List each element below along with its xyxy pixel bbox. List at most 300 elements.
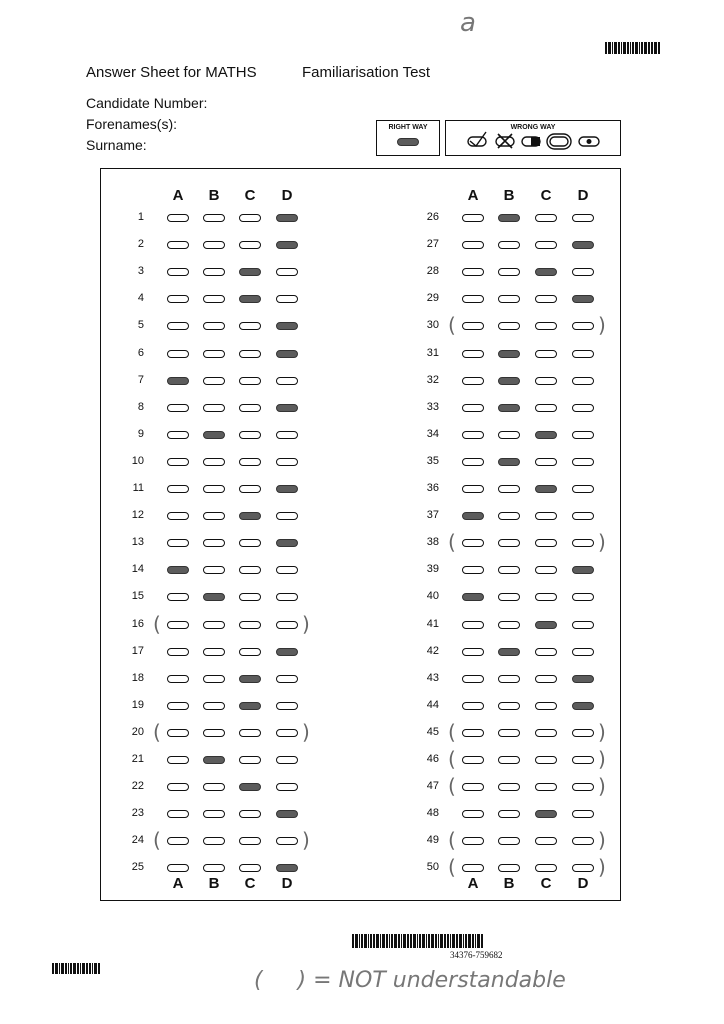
pencil-paren-close: )	[598, 855, 606, 880]
answer-bubble-b[interactable]	[203, 322, 225, 330]
answer-bubble-c[interactable]	[535, 593, 557, 601]
answer-bubble-d[interactable]	[572, 539, 594, 547]
answer-bubble-a[interactable]	[167, 702, 189, 710]
answer-bubble-b[interactable]	[203, 295, 225, 303]
answer-bubble-a[interactable]	[167, 837, 189, 845]
answer-bubble-c[interactable]	[535, 810, 557, 818]
bottom-barcode	[352, 934, 483, 948]
answer-bubble-a[interactable]	[462, 810, 484, 818]
question-number: 30	[426, 319, 439, 332]
pencil-paren-close: )	[302, 719, 310, 744]
pencil-paren-open: (	[448, 719, 456, 744]
answer-bubble-d[interactable]	[276, 810, 298, 818]
answer-bubble-a[interactable]	[167, 593, 189, 601]
answer-bubble-b[interactable]	[498, 648, 520, 656]
answer-bubble-a[interactable]	[462, 566, 484, 574]
answer-bubble-a[interactable]	[167, 485, 189, 493]
answer-bubble-d[interactable]	[572, 675, 594, 683]
answer-bubble-a[interactable]	[167, 729, 189, 737]
column-header-c: C	[540, 187, 552, 204]
answer-bubble-d[interactable]	[572, 566, 594, 574]
answer-bubble-b[interactable]	[498, 864, 520, 872]
answer-bubble-a[interactable]	[167, 810, 189, 818]
answer-bubble-c[interactable]	[535, 621, 557, 629]
answer-bubble-b[interactable]	[498, 241, 520, 249]
answer-bubble-b[interactable]	[498, 458, 520, 466]
answer-bubble-a[interactable]	[462, 295, 484, 303]
candidate-number-label: Candidate Number:	[86, 95, 208, 111]
answer-bubble-b[interactable]	[498, 350, 520, 358]
answer-bubble-d[interactable]	[276, 539, 298, 547]
pencil-paren-open: (	[448, 855, 456, 880]
answer-grid	[100, 168, 621, 901]
answer-bubble-a[interactable]	[167, 377, 189, 385]
answer-bubble-c[interactable]	[239, 648, 261, 656]
answer-bubble-b[interactable]	[203, 268, 225, 276]
column-header-d: D	[577, 875, 589, 892]
answer-bubble-b[interactable]	[203, 458, 225, 466]
answer-bubble-c[interactable]	[535, 458, 557, 466]
answer-bubble-a[interactable]	[167, 268, 189, 276]
answer-bubble-d[interactable]	[572, 458, 594, 466]
question-number: 27	[426, 238, 439, 251]
answer-bubble-a[interactable]	[462, 729, 484, 737]
answer-bubble-d[interactable]	[572, 377, 594, 385]
pencil-paren-open: (	[153, 828, 161, 853]
answer-bubble-c[interactable]	[535, 648, 557, 656]
question-number: 39	[426, 563, 439, 576]
answer-bubble-c[interactable]	[535, 729, 557, 737]
answer-bubble-c[interactable]	[239, 512, 261, 520]
pencil-paren-close: )	[598, 313, 606, 338]
answer-bubble-c[interactable]	[535, 431, 557, 439]
answer-bubble-c[interactable]	[239, 864, 261, 872]
answer-bubble-a[interactable]	[167, 566, 189, 574]
answer-bubble-b[interactable]	[498, 539, 520, 547]
wrong-way-examples-icon	[446, 121, 620, 155]
answer-bubble-d[interactable]	[572, 404, 594, 412]
answer-bubble-d[interactable]	[276, 783, 298, 791]
answer-bubble-d[interactable]	[572, 702, 594, 710]
answer-bubble-b[interactable]	[498, 268, 520, 276]
column-header-a: A	[172, 875, 184, 892]
answer-bubble-b[interactable]	[498, 214, 520, 222]
column-header-a: A	[467, 187, 479, 204]
answer-bubble-d[interactable]	[572, 512, 594, 520]
answer-bubble-b[interactable]	[498, 431, 520, 439]
question-number: 31	[426, 346, 439, 359]
answer-bubble-d[interactable]	[572, 621, 594, 629]
answer-bubble-b[interactable]	[203, 431, 225, 439]
answer-bubble-c[interactable]	[535, 295, 557, 303]
pencil-paren-open: (	[153, 611, 161, 636]
answer-bubble-a[interactable]	[462, 268, 484, 276]
answer-bubble-a[interactable]	[462, 404, 484, 412]
answer-bubble-a[interactable]	[462, 756, 484, 764]
pencil-paren-close: )	[598, 747, 606, 771]
answer-bubble-b[interactable]	[498, 702, 520, 710]
answer-bubble-c[interactable]	[535, 837, 557, 845]
question-number: 14	[131, 563, 144, 576]
wrong-way-box	[445, 120, 621, 156]
pencil-paren-close: )	[302, 611, 310, 636]
question-number: 16	[131, 617, 144, 630]
answer-bubble-c[interactable]	[535, 404, 557, 412]
answer-bubble-a[interactable]	[462, 864, 484, 872]
question-number: 1	[137, 211, 144, 223]
answer-bubble-c[interactable]	[535, 539, 557, 547]
question-number: 11	[132, 482, 144, 494]
pencil-paren-open: (	[448, 774, 456, 799]
answer-bubble-d[interactable]	[276, 350, 298, 358]
answer-bubble-c[interactable]	[239, 214, 261, 222]
question-number: 13	[131, 536, 144, 549]
surname-label: Surname:	[86, 137, 147, 153]
answer-bubble-d[interactable]	[276, 377, 298, 385]
answer-bubble-d[interactable]	[572, 810, 594, 818]
answer-bubble-d[interactable]	[572, 729, 594, 737]
answer-bubble-c[interactable]	[535, 864, 557, 872]
answer-bubble-c[interactable]	[535, 377, 557, 385]
answer-bubble-d[interactable]	[276, 322, 298, 330]
column-header-d: D	[281, 875, 293, 892]
question-number: 48	[426, 807, 439, 820]
pencil-paren-close: )	[302, 828, 310, 853]
answer-bubble-a[interactable]	[462, 648, 484, 656]
column-header-d: D	[577, 187, 589, 204]
question-number: 10	[131, 454, 144, 467]
answer-bubble-d[interactable]	[572, 756, 594, 764]
question-number: 2	[137, 238, 144, 251]
answer-bubble-a[interactable]	[167, 512, 189, 520]
answer-bubble-c[interactable]	[239, 566, 261, 574]
answer-bubble-b[interactable]	[203, 702, 225, 710]
answer-bubble-a[interactable]	[462, 512, 484, 520]
question-number: 28	[426, 265, 439, 278]
answer-bubble-d[interactable]	[572, 350, 594, 358]
column-header-b: B	[208, 187, 220, 204]
question-number: 26	[426, 211, 439, 223]
answer-bubble-c[interactable]	[535, 485, 557, 493]
answer-bubble-c[interactable]	[535, 214, 557, 222]
question-number: 35	[426, 454, 439, 467]
barcode-number: 34376-759682	[450, 950, 503, 960]
question-number: 41	[426, 617, 439, 630]
question-number: 46	[426, 753, 439, 765]
answer-bubble-c[interactable]	[239, 295, 261, 303]
question-number: 8	[137, 400, 144, 413]
answer-bubble-d[interactable]	[276, 295, 298, 303]
answer-bubble-d[interactable]	[276, 864, 298, 872]
answer-bubble-c[interactable]	[239, 675, 261, 683]
answer-bubble-d[interactable]	[572, 864, 594, 872]
answer-bubble-a[interactable]	[167, 458, 189, 466]
answer-bubble-d[interactable]	[276, 512, 298, 520]
answer-bubble-b[interactable]	[498, 837, 520, 845]
answer-bubble-d[interactable]	[276, 431, 298, 439]
answer-bubble-c[interactable]	[239, 729, 261, 737]
answer-bubble-d[interactable]	[572, 431, 594, 439]
question-number: 38	[426, 536, 439, 549]
column-header-a: A	[467, 875, 479, 892]
answer-bubble-a[interactable]	[462, 431, 484, 439]
question-number: 40	[426, 590, 439, 603]
handwritten-footnote: ( ) = NOT understandable	[254, 968, 566, 993]
question-number: 45	[426, 725, 439, 738]
answer-bubble-d[interactable]	[276, 404, 298, 412]
answer-bubble-c[interactable]	[239, 810, 261, 818]
pencil-paren-open: (	[448, 530, 456, 555]
answer-bubble-c[interactable]	[239, 702, 261, 710]
answer-bubble-a[interactable]	[167, 756, 189, 764]
answer-bubble-d[interactable]	[572, 648, 594, 656]
answer-bubble-d[interactable]	[276, 214, 298, 222]
answer-bubble-c[interactable]	[239, 268, 261, 276]
question-number: 7	[137, 373, 144, 386]
column-header-c: C	[540, 875, 552, 892]
answer-bubble-d[interactable]	[276, 241, 298, 249]
answer-bubble-a[interactable]	[462, 621, 484, 629]
answer-bubble-c[interactable]	[239, 458, 261, 466]
answer-bubble-c[interactable]	[239, 404, 261, 412]
sheet-subtitle: Familiarisation Test	[302, 64, 431, 81]
answer-bubble-d[interactable]	[572, 214, 594, 222]
answer-bubble-c[interactable]	[535, 756, 557, 764]
answer-bubble-b[interactable]	[203, 648, 225, 656]
question-number: 21	[131, 753, 144, 765]
answer-bubble-a[interactable]	[462, 350, 484, 358]
answer-bubble-a[interactable]	[167, 621, 189, 629]
answer-bubble-d[interactable]	[276, 648, 298, 656]
pencil-paren-open: (	[153, 719, 161, 744]
column-header-b: B	[503, 187, 515, 204]
answer-bubble-c[interactable]	[535, 702, 557, 710]
answer-bubble-b[interactable]	[203, 864, 225, 872]
answer-bubble-a[interactable]	[462, 593, 484, 601]
answer-bubble-a[interactable]	[167, 648, 189, 656]
answer-bubble-a[interactable]	[167, 214, 189, 222]
question-number: 12	[131, 509, 144, 522]
answer-bubble-a[interactable]	[167, 431, 189, 439]
question-number: 32	[426, 373, 439, 386]
answer-bubble-c[interactable]	[535, 241, 557, 249]
answer-bubble-c[interactable]	[535, 322, 557, 330]
answer-bubble-c[interactable]	[535, 350, 557, 358]
answer-bubble-d[interactable]	[572, 783, 594, 791]
answer-bubble-a[interactable]	[462, 783, 484, 791]
answer-bubble-b[interactable]	[498, 512, 520, 520]
pencil-paren-open: (	[448, 828, 456, 853]
answer-bubble-a[interactable]	[167, 404, 189, 412]
answer-bubble-a[interactable]	[167, 675, 189, 683]
pencil-paren-close: )	[598, 774, 606, 799]
answer-bubble-b[interactable]	[498, 756, 520, 764]
bottom-left-barcode	[52, 963, 100, 974]
answer-bubble-b[interactable]	[498, 675, 520, 683]
answer-bubble-b[interactable]	[498, 322, 520, 330]
question-number: 42	[426, 644, 439, 657]
answer-bubble-b[interactable]	[203, 837, 225, 845]
right-way-example-icon	[397, 138, 419, 146]
question-number: 18	[131, 671, 144, 684]
answer-bubble-b[interactable]	[498, 593, 520, 601]
right-way-box	[376, 120, 440, 156]
answer-bubble-d[interactable]	[276, 485, 298, 493]
question-number: 25	[131, 861, 144, 874]
answer-bubble-a[interactable]	[462, 485, 484, 493]
answer-bubble-b[interactable]	[203, 512, 225, 520]
answer-bubble-d[interactable]	[276, 756, 298, 764]
answer-bubble-d[interactable]	[276, 566, 298, 574]
answer-bubble-b[interactable]	[203, 675, 225, 683]
answer-bubble-c[interactable]	[535, 268, 557, 276]
column-header-d: D	[281, 187, 293, 204]
answer-bubble-b[interactable]	[498, 566, 520, 574]
answer-bubble-c[interactable]	[239, 377, 261, 385]
question-number: 37	[426, 509, 439, 522]
answer-bubble-b[interactable]	[203, 756, 225, 764]
question-number: 47	[426, 780, 439, 793]
answer-bubble-b[interactable]	[203, 404, 225, 412]
answer-bubble-a[interactable]	[462, 322, 484, 330]
answer-bubble-c[interactable]	[239, 431, 261, 439]
answer-bubble-a[interactable]	[462, 241, 484, 249]
answer-bubble-b[interactable]	[498, 621, 520, 629]
answer-bubble-c[interactable]	[239, 485, 261, 493]
top-barcode	[605, 42, 660, 54]
right-way-label: RIGHT WAY	[388, 124, 428, 131]
answer-bubble-d[interactable]	[276, 621, 298, 629]
answer-bubble-d[interactable]	[572, 268, 594, 276]
pencil-paren-open: (	[448, 747, 456, 771]
answer-bubble-d[interactable]	[572, 837, 594, 845]
answer-bubble-d[interactable]	[572, 322, 594, 330]
answer-bubble-d[interactable]	[276, 837, 298, 845]
answer-bubble-b[interactable]	[203, 566, 225, 574]
answer-bubble-b[interactable]	[203, 485, 225, 493]
sheet-title: Answer Sheet for MATHS	[86, 64, 257, 81]
column-header-c: C	[244, 875, 256, 892]
answer-bubble-a[interactable]	[167, 295, 189, 303]
answer-bubble-b[interactable]	[498, 377, 520, 385]
answer-bubble-c[interactable]	[239, 621, 261, 629]
answer-bubble-b[interactable]	[203, 621, 225, 629]
answer-bubble-c[interactable]	[535, 566, 557, 574]
answer-bubble-d[interactable]	[572, 485, 594, 493]
answer-bubble-a[interactable]	[462, 539, 484, 547]
answer-bubble-c[interactable]	[239, 756, 261, 764]
answer-bubble-d[interactable]	[572, 295, 594, 303]
answer-bubble-c[interactable]	[239, 783, 261, 791]
answer-bubble-b[interactable]	[203, 214, 225, 222]
question-number: 15	[131, 590, 144, 603]
answer-bubble-b[interactable]	[203, 729, 225, 737]
answer-bubble-d[interactable]	[276, 268, 298, 276]
question-number: 4	[137, 292, 144, 305]
answer-bubble-c[interactable]	[239, 593, 261, 601]
answer-bubble-a[interactable]	[462, 458, 484, 466]
answer-bubble-d[interactable]	[276, 702, 298, 710]
column-header-b: B	[503, 875, 515, 892]
corner-mark: a	[460, 8, 476, 38]
answer-bubble-c[interactable]	[239, 837, 261, 845]
question-number: 3	[137, 265, 144, 278]
answer-bubble-b[interactable]	[498, 729, 520, 737]
answer-bubble-d[interactable]	[572, 593, 594, 601]
answer-bubble-a[interactable]	[462, 377, 484, 385]
answer-bubble-d[interactable]	[276, 729, 298, 737]
column-header-a: A	[172, 187, 184, 204]
answer-bubble-b[interactable]	[498, 783, 520, 791]
answer-bubble-c[interactable]	[535, 675, 557, 683]
answer-bubble-a[interactable]	[462, 837, 484, 845]
answer-bubble-b[interactable]	[203, 593, 225, 601]
answer-bubble-a[interactable]	[167, 783, 189, 791]
answer-bubble-b[interactable]	[203, 241, 225, 249]
question-number: 24	[131, 834, 144, 847]
question-number: 22	[131, 780, 144, 793]
question-number: 44	[426, 698, 439, 711]
answer-bubble-c[interactable]	[239, 539, 261, 547]
question-number: 49	[426, 834, 439, 847]
question-number: 9	[137, 427, 144, 440]
answer-bubble-b[interactable]	[498, 404, 520, 412]
answer-bubble-b[interactable]	[203, 539, 225, 547]
question-number: 33	[426, 400, 439, 413]
answer-bubble-c[interactable]	[239, 350, 261, 358]
answer-bubble-d[interactable]	[276, 593, 298, 601]
pencil-paren-close: )	[598, 828, 606, 853]
answer-bubble-c[interactable]	[239, 241, 261, 249]
question-number: 29	[426, 292, 439, 305]
answer-bubble-c[interactable]	[239, 322, 261, 330]
question-number: 19	[131, 698, 144, 711]
answer-bubble-b[interactable]	[498, 485, 520, 493]
answer-bubble-c[interactable]	[535, 512, 557, 520]
column-header-b: B	[208, 875, 220, 892]
question-number: 34	[426, 427, 439, 440]
answer-bubble-a[interactable]	[167, 241, 189, 249]
answer-bubble-d[interactable]	[572, 241, 594, 249]
answer-bubble-a[interactable]	[462, 675, 484, 683]
answer-bubble-a[interactable]	[167, 322, 189, 330]
question-number: 50	[426, 861, 439, 874]
column-header-c: C	[244, 187, 256, 204]
question-number: 23	[131, 807, 144, 820]
answer-bubble-d[interactable]	[276, 675, 298, 683]
answer-bubble-d[interactable]	[276, 458, 298, 466]
forenames-label: Forenames(s):	[86, 116, 178, 132]
answer-bubble-a[interactable]	[167, 864, 189, 872]
answer-bubble-c[interactable]	[535, 783, 557, 791]
pencil-paren-close: )	[598, 719, 606, 744]
answer-bubble-b[interactable]	[203, 350, 225, 358]
wrong-way-label: WRONG WAY	[510, 124, 556, 131]
question-number: 17	[131, 644, 144, 657]
question-number: 36	[426, 482, 439, 494]
answer-bubble-a[interactable]	[462, 214, 484, 222]
answer-bubble-a[interactable]	[462, 702, 484, 710]
answer-bubble-b[interactable]	[498, 295, 520, 303]
answer-bubble-b[interactable]	[498, 810, 520, 818]
answer-bubble-b[interactable]	[203, 783, 225, 791]
answer-bubble-a[interactable]	[167, 350, 189, 358]
answer-bubble-b[interactable]	[203, 377, 225, 385]
answer-bubble-a[interactable]	[167, 539, 189, 547]
answer-bubble-b[interactable]	[203, 810, 225, 818]
question-number: 5	[137, 319, 144, 332]
question-number: 43	[426, 671, 439, 684]
